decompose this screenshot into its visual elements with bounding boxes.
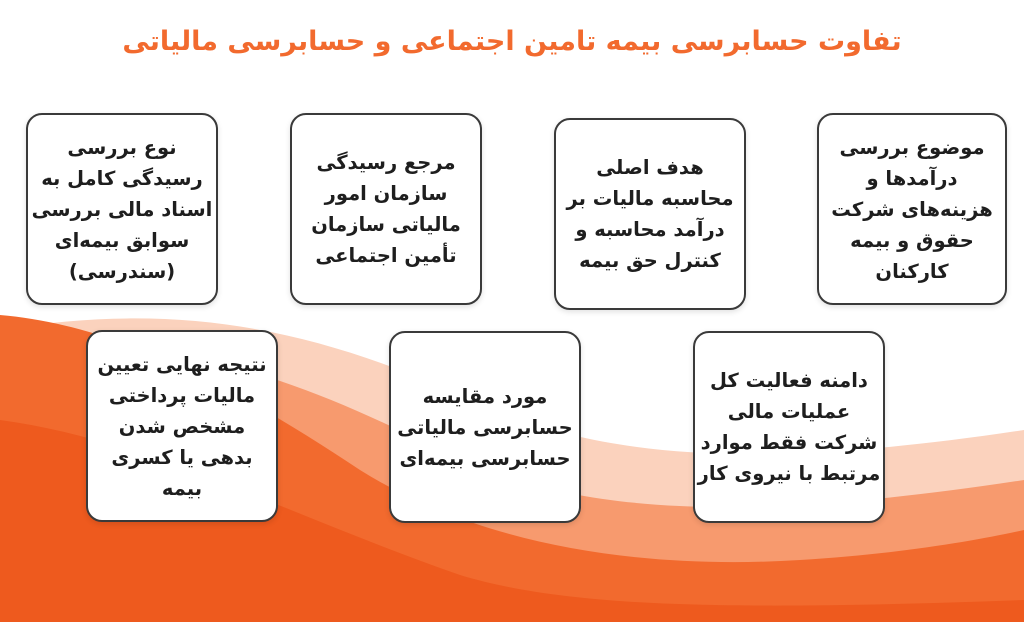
card-scope-line: مرتبط با نیروی کار — [697, 462, 881, 485]
card-authority-line: مرجع رسیدگی — [316, 151, 456, 174]
card-scope-line: شرکت فقط موارد — [700, 431, 878, 454]
page-title: تفاوت حسابرسی بیمه تامین اجتماعی و حسابرسی مالیاتی — [122, 26, 902, 57]
card-result-text — [97, 349, 266, 504]
card-review-type-line: (سندرسی) — [68, 259, 176, 283]
card-result-line: نتیجه نهایی تعیین — [97, 352, 267, 376]
card-subject-line: حقوق و بیمه — [850, 228, 974, 252]
card-comparison — [389, 331, 581, 523]
card-authority-line: مالیاتی سازمان — [311, 213, 461, 236]
card-review-type-text — [32, 132, 213, 287]
card-authority-text — [311, 147, 461, 271]
card-goal-text — [566, 152, 733, 276]
card-goal — [554, 118, 746, 310]
card-scope-line: عملیات مالی — [727, 400, 851, 423]
card-subject-line: هزینه‌های شرکت — [831, 197, 993, 221]
card-goal-line: درآمد محاسبه و — [575, 218, 725, 241]
card-scope-line: دامنه فعالیت کل — [710, 369, 868, 392]
card-authority — [290, 113, 482, 305]
card-subject-line: موضوع بررسی — [839, 135, 985, 159]
card-review-type — [26, 113, 218, 305]
card-review-type-line: رسیدگی کامل به — [41, 166, 203, 190]
card-comparison-line: حسابرسی بیمه‌ای — [399, 446, 571, 470]
card-goal-line: کنترل حق بیمه — [579, 249, 721, 272]
card-scope-text — [698, 365, 881, 489]
card-subject — [817, 113, 1007, 305]
card-review-type-line: اسناد مالی بررسی — [31, 197, 213, 221]
card-subject-text — [831, 132, 993, 287]
card-result-line: مشخص شدن — [118, 414, 246, 438]
card-comparison-text — [397, 381, 572, 474]
card-scope — [693, 331, 885, 523]
card-subject-line: کارکنان — [875, 259, 949, 283]
card-result-line: مالیات پرداختی — [108, 383, 256, 407]
card-result — [86, 330, 278, 522]
card-review-type-line: نوع بررسی — [67, 135, 177, 159]
card-authority-line: تأمین اجتماعی — [315, 244, 457, 267]
card-goal-line: محاسبه مالیات بر — [566, 187, 734, 210]
card-comparison-line: مورد مقایسه — [422, 384, 548, 408]
card-review-type-line: سوابق بیمه‌ای — [54, 228, 190, 252]
card-goal-line: هدف اصلی — [596, 156, 704, 179]
card-result-line: بیمه — [161, 476, 203, 500]
card-result-line: بدهی یا کسری — [111, 445, 253, 469]
card-subject-line: درآمدها و — [866, 166, 958, 190]
card-authority-line: سازمان امور — [324, 182, 448, 205]
card-comparison-line: حسابرسی مالیاتی — [397, 415, 573, 439]
